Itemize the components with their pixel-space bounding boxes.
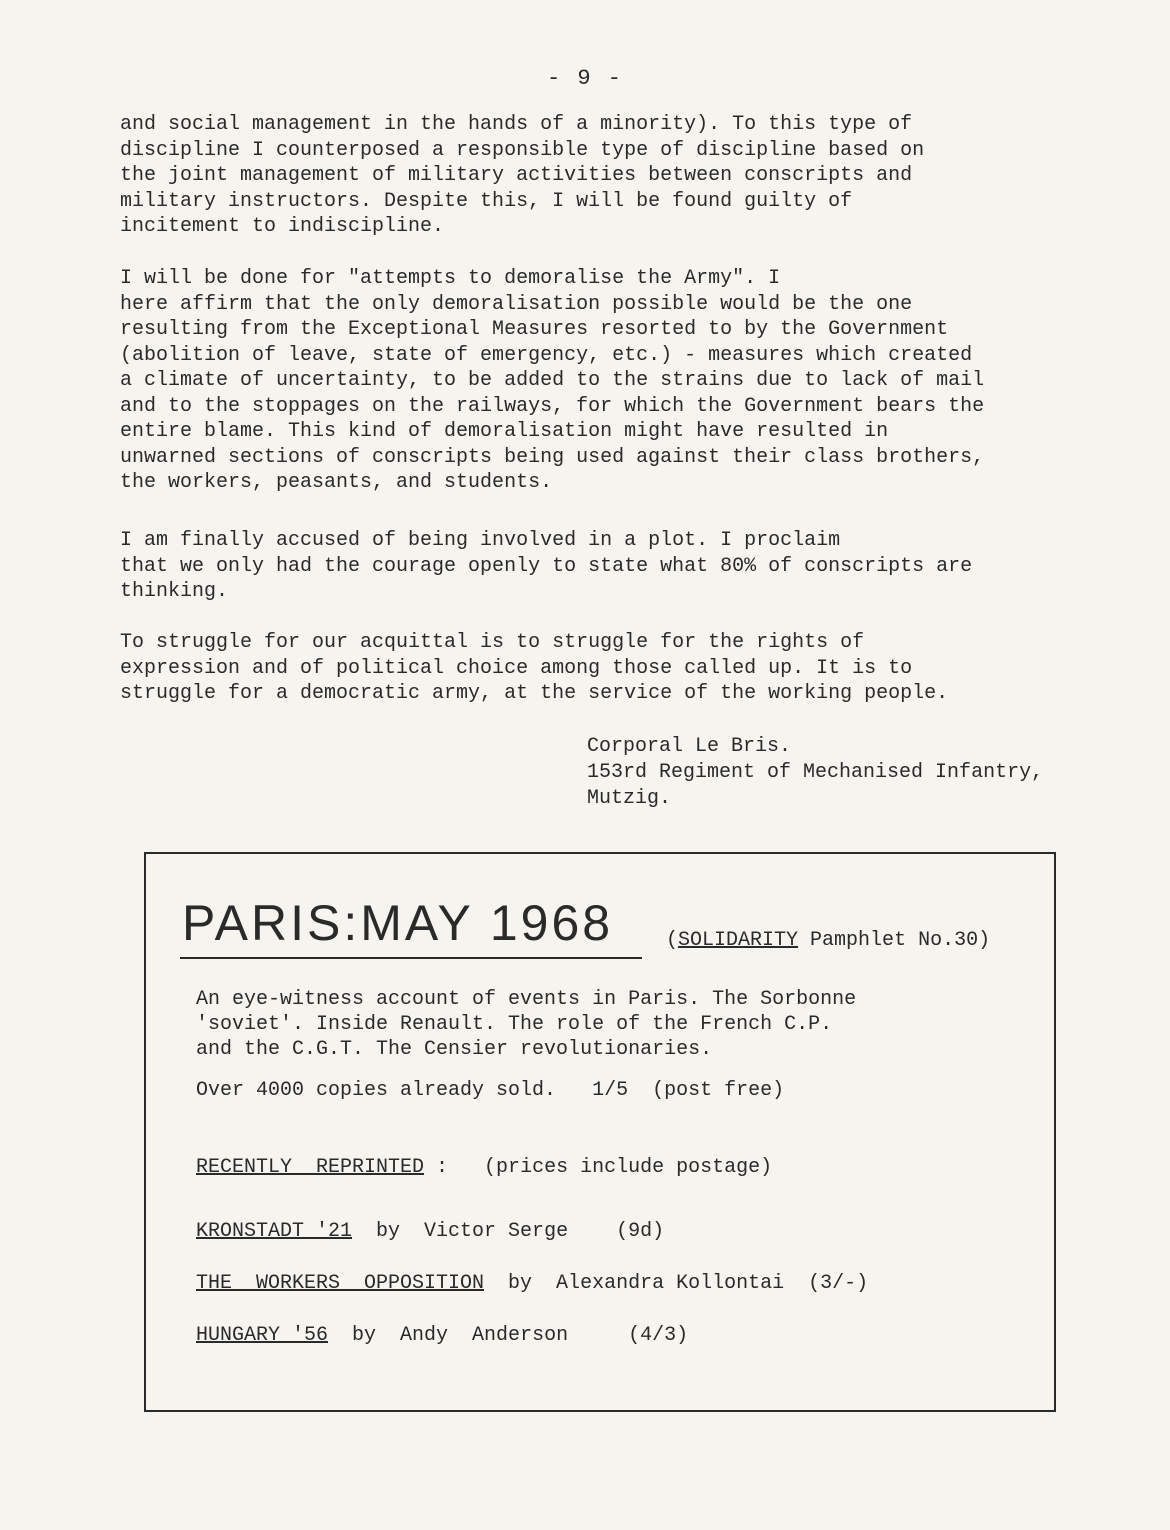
book-listing (196, 1324, 688, 1347)
signature-block (587, 734, 1043, 812)
signature-unit: 153rd Regiment of Mechanised Infantry, (587, 761, 1044, 784)
advert-description: An eye-witness account of events in Paris. The Sorbonne 'soviet'. Inside Renault. The role of the French C.P. and the C.G.T. The Censier revolutionaries. (196, 988, 857, 1061)
book-details: by Victor Serge (9d) (352, 1220, 665, 1243)
subtitle-open: ( (666, 929, 679, 952)
reprinted-label: RECENTLY REPRINTED (196, 1156, 425, 1179)
title-underline (180, 957, 642, 959)
page-number: - 9 - (546, 66, 623, 91)
advert-subtitle (666, 929, 990, 952)
pamphlet-advert-box (144, 852, 1056, 1412)
signature-place: Mutzig. (587, 787, 672, 810)
book-title: THE WORKERS OPPOSITION (196, 1272, 485, 1295)
book-details: by Andy Anderson (4/3) (328, 1324, 689, 1347)
signature-name: Corporal Le Bris. (587, 735, 792, 758)
body-paragraph: I will be done for "attempts to demoralise the Army". I here affirm that the only demoralisation possible would be the one resulting from the Exceptional Measures resorted to by the Government (abolition of leave, state of emergency, etc.) - measures which created a climate of uncertainty, to be added to the strains due to lack of mail and to the stoppages on the railways, for which the Government bears the entire blame. This kind of demoralisation might have resulted in unwarned sections of conscripts being used against their class brothers, the workers, peasants, and students. (120, 267, 985, 494)
advert-sales-line: Over 4000 copies already sold. 1/5 (post free) (196, 1079, 785, 1102)
book-listing (196, 1220, 664, 1243)
reprinted-note: : (prices include postage) (424, 1156, 773, 1179)
book-title: HUNGARY '56 (196, 1324, 329, 1347)
body-paragraph: and social management in the hands of a minority). To this type of discipline I counterposed a responsible type of discipline based on the joint management of military activities between conscripts and military instructors. Despite this, I will be found guilty of incitement to indiscipline. (120, 113, 925, 238)
book-title: KRONSTADT '21 (196, 1220, 353, 1243)
book-listing (196, 1272, 868, 1295)
subtitle-publisher: SOLIDARITY (678, 929, 799, 952)
book-details: by Alexandra Kollontai (3/-) (484, 1272, 869, 1295)
advert-title: PARIS:MAY 1968 (182, 895, 614, 951)
body-paragraph: I am finally accused of being involved in a plot. I proclaim that we only had the courage openly to state what 80% of conscripts are thinking. (120, 529, 973, 603)
recently-reprinted-line (196, 1156, 772, 1179)
body-paragraph: To struggle for our acquittal is to struggle for the rights of expression and of political choice among those called up. It is to struggle for a democratic army, at the service of the working people. (120, 631, 949, 705)
subtitle-rest: Pamphlet No.30) (798, 929, 991, 952)
